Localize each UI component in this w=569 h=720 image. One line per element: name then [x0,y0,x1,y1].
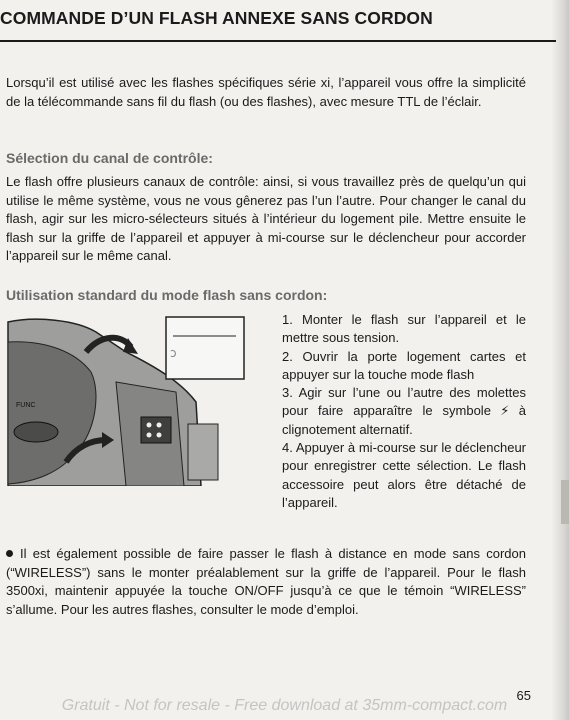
title-rule [0,40,556,42]
step-3-text: 3. Agir sur l’une ou l’autre des molettes pour faire apparaître le symbole [282,385,526,419]
page-side-tab [561,480,569,524]
steps-list [282,311,526,512]
camera-func-label: FUNC [16,402,36,409]
section-heading-wireless: Utilisation standard du mode flash sans cordon: [6,287,328,303]
note-text: Il est également possible de faire passer le flash à distance en mode sans cordon (“WIRELESS”) sans le monter préalablement sur la griffe de l’appareil. Pour le flash 3500xi, maintenir appuyée la touche ON/OFF jusqu’à ce que le témoin “WIRELESS” s’allume. Pour les autres flashes, consulter le mode d’emploi. [6,546,526,617]
page-edge-shadow [551,0,569,720]
channel-paragraph: Le flash offre plusieurs canaux de contrôle: ainsi, si vous travaillez près de quelqu’un qui utilise le même système, vous ne vous gênerez pas l’un l’autre. Pour changer le canal du flash, agir sur les micro-sélecteurs situés à l’intérieur du logement pile. Mettre ensuite le flash sur la griffe de l’appareil et appuyer à mi-course sur le déclencheur pour accorder l’appareil sur le même canal. [6,174,526,263]
intro-paragraph: Lorsqu’il est utilisé avec les flashes spécifiques série xi, l’appareil vous offre la simplicité de la télécommande sans fil du flash (ou des flashes), avec mesure TTL de l’éclair. [6,75,526,109]
page-number: 65 [516,688,531,703]
camera-illustration [6,312,270,486]
lcd-wireless-symbol: ↄ [170,346,177,360]
bullet-icon [6,550,13,557]
step-3-text-end: à clignotement alternatif. [282,403,526,437]
step-2: 2. Ouvrir la porte logement cartes et appuyer sur la touche mode flash [282,348,526,382]
note-paragraph [6,545,526,619]
wireless-flash-icon: ⚡ [493,403,516,419]
step-4: 4. Appuyer à mi-course sur le déclencheur pour enregistrer cette sélection. Le flash accessoire peut alors être détaché de l’appareil. [282,440,526,510]
section-heading-channel: Sélection du canal de contrôle: [6,150,213,166]
step-3 [282,384,526,439]
watermark: Gratuit - Not for resale - Free download at 35mm-compact.com [61,697,508,714]
step-1: 1. Monter le flash sur l’appareil et le mettre sous tension. [282,312,526,346]
page-title: COMMANDE D’UN FLASH ANNEXE SANS CORDON [0,8,433,28]
